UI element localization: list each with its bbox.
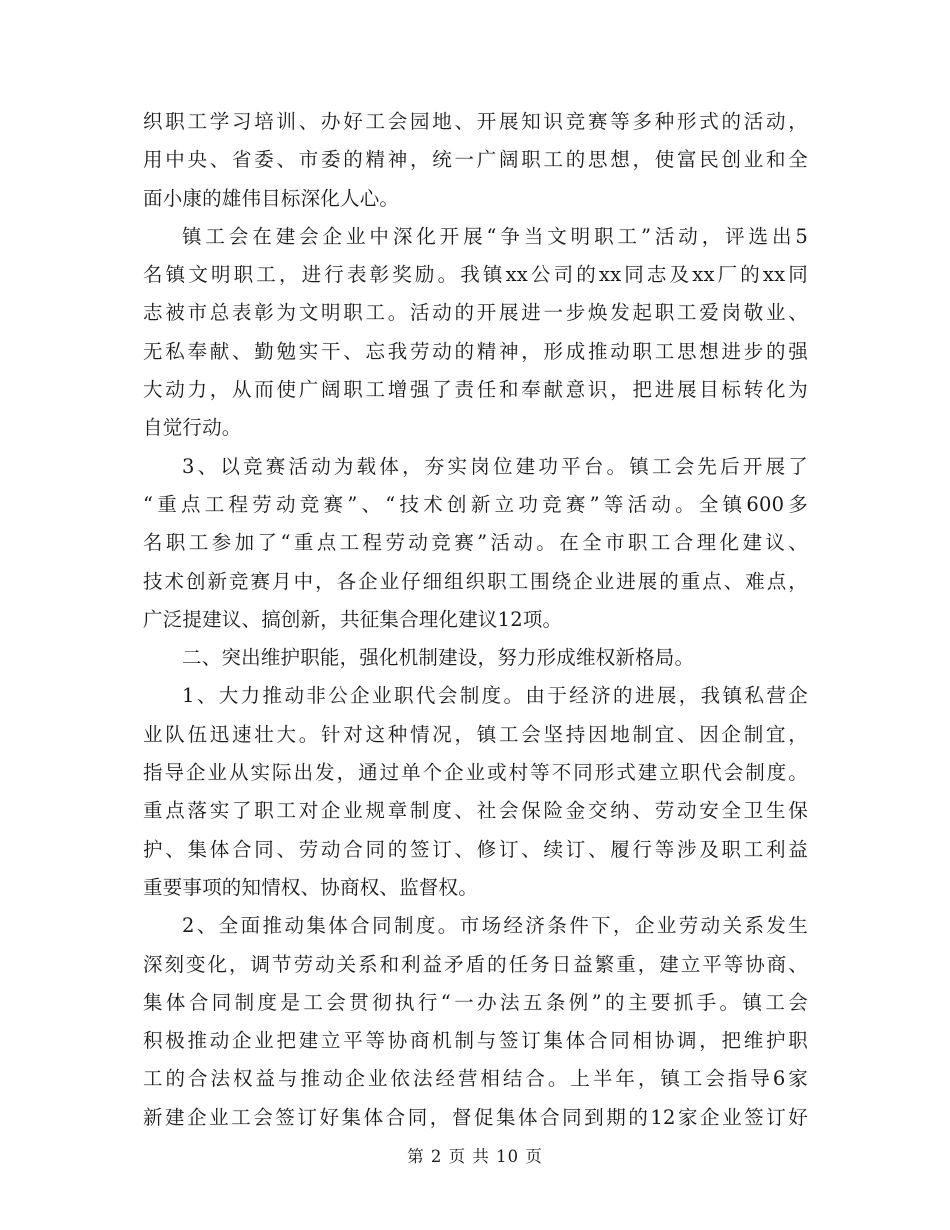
text-line: 二、突出维护职能，强化机制建设，努力形成维权新格局。 (182, 646, 695, 670)
text-line: 积极推动企业把建立平等协商机制与签订集体合同相协调，把维护职 (143, 1029, 808, 1053)
text-line: 新建企业工会签订好集体合同，督促集体合同到期的12家企业签订好 (143, 1105, 808, 1129)
text-line: 深刻变化，调节劳动关系和利益矛盾的任务日益繁重，建立平等协商、 (143, 952, 808, 976)
text-line: 集体合同制度是工会贯彻执行“一办法五条例”的主要抓手。镇工会 (143, 990, 808, 1014)
text-line: 重要事项的知情权、协商权、监督权。 (143, 875, 478, 899)
text-line: “重点工程劳动竞赛”、“技术创新立功竞赛”等活动。全镇600多 (143, 492, 808, 516)
text-line: 护、集体合同、劳动合同的签订、修订、续订、履行等涉及职工利益 (143, 837, 808, 861)
text-line: 技术创新竞赛月中，各企业仔细组织职工围绕企业进展的重点、难点， (143, 569, 808, 593)
text-line: 织职工学习培训、办好工会园地、开展知识竞赛等多种形式的活动， (143, 110, 808, 133)
text-line: 无私奉献、勤勉实干、忘我劳动的精神，形成推动职工思想进步的强 (143, 339, 808, 363)
text-line: 大动力，从而使广阔职工增强了责任和奉献意识，把进展目标转化为 (143, 378, 808, 402)
text-line: 用中央、省委、市委的精神，统一广阔职工的思想，使富民创业和全 (143, 148, 808, 172)
text-line: 镇工会在建会企业中深化开展“争当文明职工”活动，评选出5 (182, 224, 808, 248)
text-line: 自觉行动。 (143, 416, 242, 440)
text-line: 面小康的雄伟目标深化人心。 (143, 186, 400, 210)
page-footer: 第 2 页 共 10 页 (407, 1147, 543, 1166)
text-line: 业队伍迅速壮大。针对这种情况，镇工会坚持因地制宜、因企制宜， (143, 722, 808, 746)
text-line: 名职工参加了“重点工程劳动竞赛”活动。在全市职工合理化建议、 (143, 531, 808, 555)
text-line: 志被市总表彰为文明职工。活动的开展进一步焕发起职工爱岗敬业、 (143, 301, 808, 325)
text-line: 重点落实了职工对企业规章制度、社会保险金交纳、劳动安全卫生保 (143, 799, 808, 823)
text-line: 3、以竞赛活动为载体，夯实岗位建功平台。镇工会先后开展了 (182, 454, 808, 478)
text-line: 2、全面推动集体合同制度。市场经济条件下，企业劳动关系发生 (182, 914, 808, 938)
text-line: 名镇文明职工，进行表彰奖励。我镇xx公司的xx同志及xx厂的xx同 (143, 263, 808, 287)
text-line: 广泛提建议、搞创新，共征集合理化建议12项。 (143, 607, 563, 631)
text-line: 指导企业从实际出发，通过单个企业或村等不同形式建立职代会制度。 (143, 761, 808, 785)
text-line: 1、大力推动非公企业职代会制度。由于经济的进展，我镇私营企 (182, 684, 808, 708)
text-line: 工的合法权益与推动企业依法经营相结合。上半年，镇工会指导6家 (143, 1067, 808, 1091)
document-body (143, 103, 808, 1137)
